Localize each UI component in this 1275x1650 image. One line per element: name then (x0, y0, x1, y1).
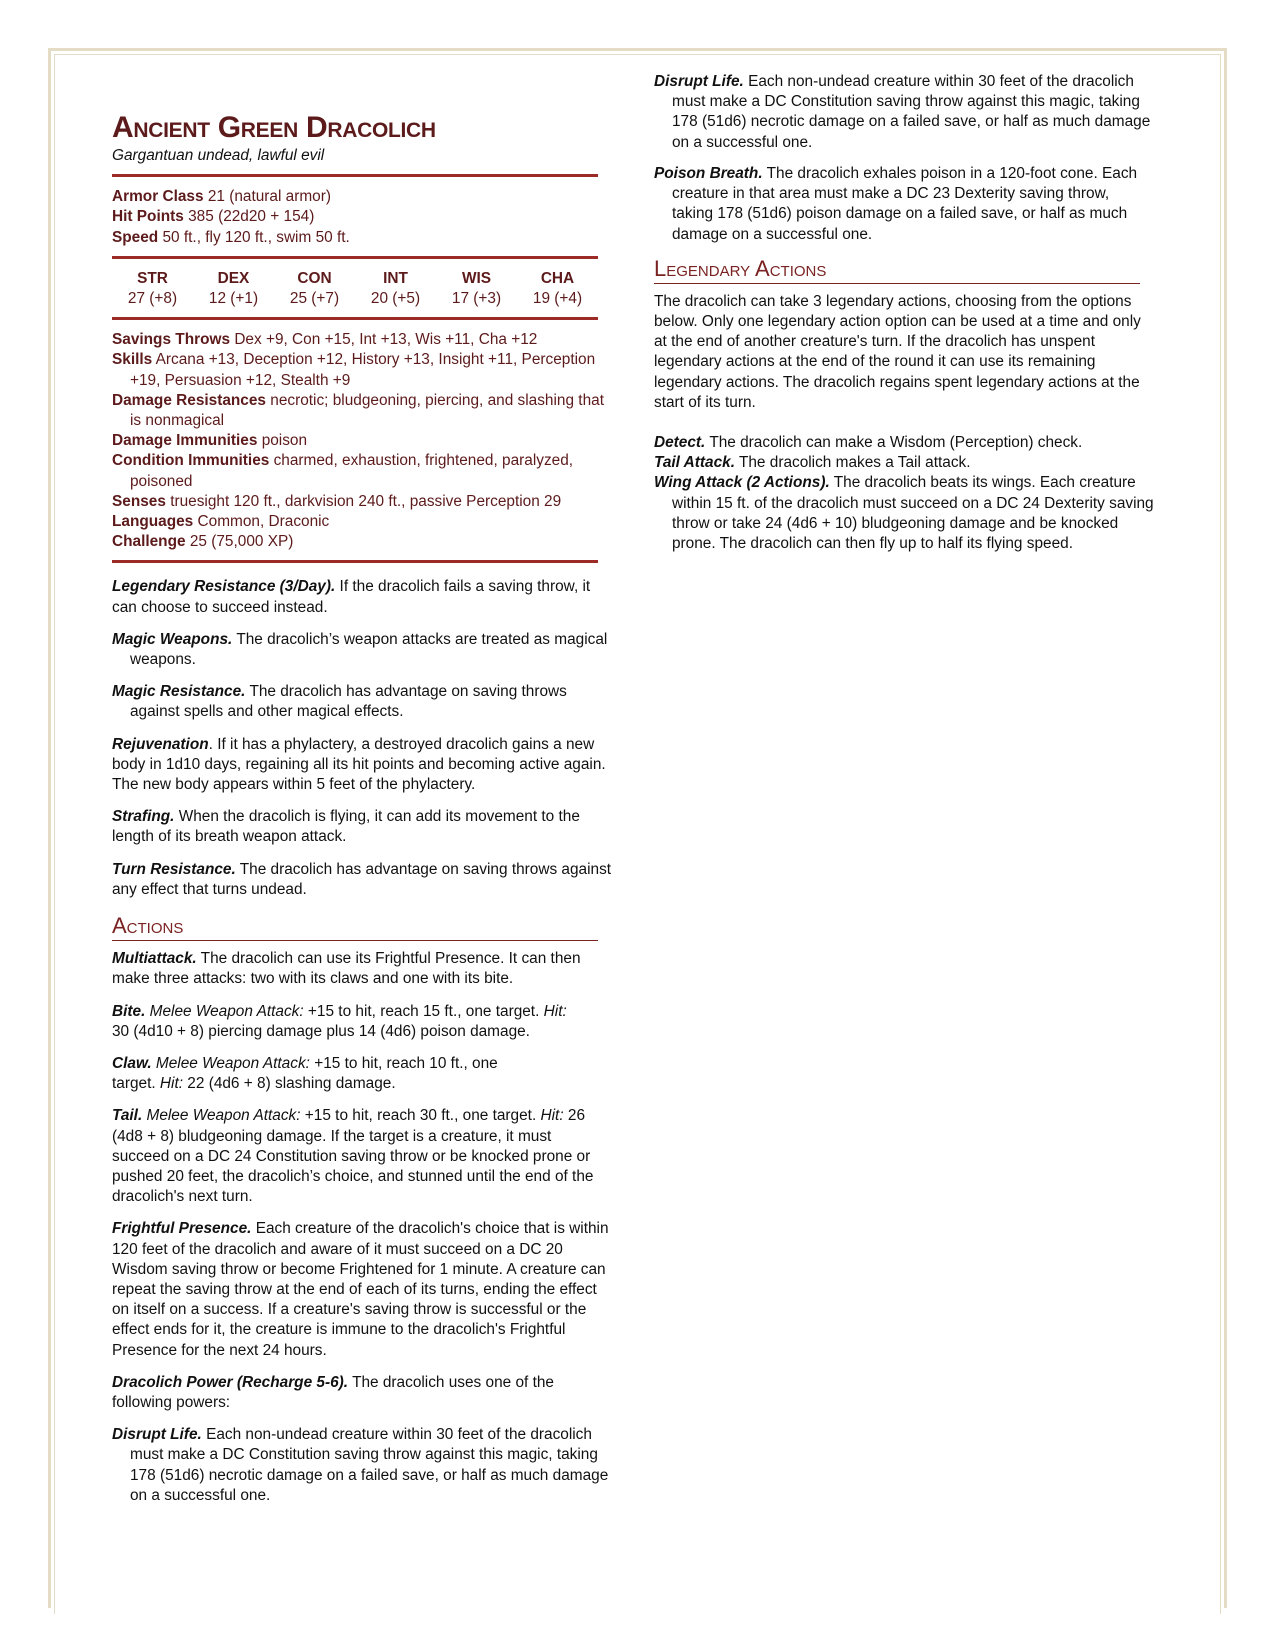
armor-class: Armor Class 21 (natural armor) (112, 188, 331, 206)
ability-str: STR 27 (+8) (127, 269, 178, 308)
right-column (654, 73, 1154, 554)
actions-heading: Actions (112, 914, 598, 941)
legendary-tail-attack: Tail Attack. The dracolich makes a Tail attack. (654, 454, 971, 472)
divider (112, 560, 598, 563)
left-column (112, 111, 612, 1504)
power-disrupt-life-start: Disrupt Life. Each non-undead creature within 30 feet of the dracolich must make a DC Constitution saving throw against this magic, taking 178 (51d6) necrotic damage on a failed save, or half as much damage on a successful one. (112, 1426, 609, 1504)
ability-con: CON 25 (+7) (289, 269, 340, 308)
action-frightful-presence: Frightful Presence. Each creature of the dracolich's choice that is within 120 feet of the dracolich and aware of it must succeed on a DC 20 Wisdom saving throw or become Frightened for 1 minute. A creature can repeat the saving throw at the end of each of its turns, ending the effect on itself on a success. If a creature's saving throw is successful or the effect ends for it, the creature is immune to the dracolich's Frightful Presence for the next 24 hours. (112, 1220, 609, 1359)
saving-throws: Savings Throws Dex +9, Con +15, Int +13, Wis +11, Cha +12 (112, 331, 538, 349)
condition-immunities: Condition Immunities charmed, exhaustion, frightened, paralyzed, poisoned (112, 452, 574, 490)
legendary-intro: The dracolich can take 3 legendary actions, choosing from the options below. Only one legendary action option can be used at a time and only at the end of another creature's turn. If the dracolich has unspent legendary actions at the end of the round it can use its remaining legendary actions. The dracolich regains spent legendary actions at the start of its turn. (654, 292, 1141, 411)
divider (112, 256, 598, 259)
languages: Languages Common, Draconic (112, 513, 330, 531)
damage-immunities: Damage Immunities poison (112, 432, 308, 450)
trait-strafing: Strafing. When the dracolich is flying, it can add its movement to the length of its breath weapon attack. (112, 808, 580, 846)
action-dracolich-power: Dracolich Power (Recharge 5-6). The dracolich uses one of the following powers: (112, 1373, 554, 1411)
speed: Speed 50 ft., fly 120 ft., swim 50 ft. (112, 228, 350, 246)
trait-turn-resistance: Turn Resistance. The dracolich has advantage on saving throws against any effect that turns undead. (112, 860, 612, 898)
challenge: Challenge 25 (75,000 XP) (112, 533, 294, 551)
legendary-actions-heading: Legendary Actions (654, 257, 1140, 284)
ability-dex: DEX 12 (+1) (208, 269, 259, 308)
damage-resistances: Damage Resistances necrotic; bludgeoning, piercing, and slashing that is nonmagical (112, 391, 604, 430)
power-disrupt-life-continued: Disrupt Life. Each non-undead creature within 30 feet of the dracolich must make a DC Constitution saving throw against this magic, taking 178 (51d6) necrotic damage on a failed save, or half as much damage on a successful one. (654, 73, 1151, 151)
action-claw: Claw. Melee Weapon Attack: +15 to hit, reach 10 ft., one target. Hit: 22 (4d6 + 8) slashing damage. (112, 1054, 498, 1093)
ability-wis: WIS 17 (+3) (451, 269, 502, 308)
ability-scores (112, 269, 598, 309)
monster-type: Gargantuan undead, lawful evil (112, 147, 325, 164)
senses: Senses truesight 120 ft., darkvision 240 ft., passive Perception 29 (112, 492, 562, 510)
trait-rejuvenation: Rejuvenation. If it has a phylactery, a destroyed dracolich gains a new body in 1d10 days, regaining all its hit points and becoming active again. The new body appears within 5 feet of the phylactery. (112, 735, 606, 794)
trait-legendary-resistance: Legendary Resistance (3/Day). If the dracolich fails a saving throw, it can choose to succeed instead. (112, 578, 591, 616)
trait-magic-weapons: Magic Weapons. The dracolich’s weapon attacks are treated as magical weapons. (112, 630, 608, 669)
legendary-wing-attack: Wing Attack (2 Actions). The dracolich beats its wings. Each creature within 15 ft. of the dracolich must succeed on a DC 24 Dexterity saving throw or take 24 (4d6 + 10) bludgeoning damage and be knocked prone. The dracolich can then fly up to half its flying speed. (654, 474, 1154, 553)
divider (112, 174, 598, 177)
action-tail: Tail. Melee Weapon Attack: +15 to hit, reach 30 ft., one target. Hit: 26 (4d8 + 8) bludgeoning damage. If the target is a creature, it must succeed on a DC 24 Constitution saving throw or be knocked prone or pushed 20 feet, the dracolich’s choice, and stunned until the end of the dracolich's next turn. (112, 1107, 594, 1206)
legendary-detect: Detect. The dracolich can make a Wisdom (Perception) check. (654, 434, 1083, 452)
trait-magic-resistance: Magic Resistance. The dracolich has advantage on saving throws against spells and other magical effects. (112, 683, 567, 721)
monster-name: Ancient Green Dracolich (112, 111, 436, 144)
skills: Skills Arcana +13, Deception +12, History +13, Insight +11, Perception +19, Persuasion +12, Stealth +9 (112, 351, 596, 389)
ability-cha: CHA 19 (+4) (532, 269, 583, 308)
action-multiattack: Multiattack. The dracolich can use its Frightful Presence. It can then make three attacks: two with its claws and one with its bite. (112, 950, 581, 988)
hit-points: Hit Points 385 (22d20 + 154) (112, 208, 315, 226)
power-poison-breath: Poison Breath. The dracolich exhales poison in a 120-foot cone. Each creature in that area must make a DC 23 Dexterity saving throw, taking 178 (51d6) poison damage on a failed save, or half as much damage on a successful one. (654, 165, 1138, 243)
divider (112, 317, 598, 320)
action-bite: Bite. Melee Weapon Attack: +15 to hit, reach 15 ft., one target. Hit: 30 (4d10 + 8) piercing damage plus 14 (4d6) poison damage. (112, 1002, 567, 1040)
ability-int: INT 20 (+5) (370, 269, 421, 308)
